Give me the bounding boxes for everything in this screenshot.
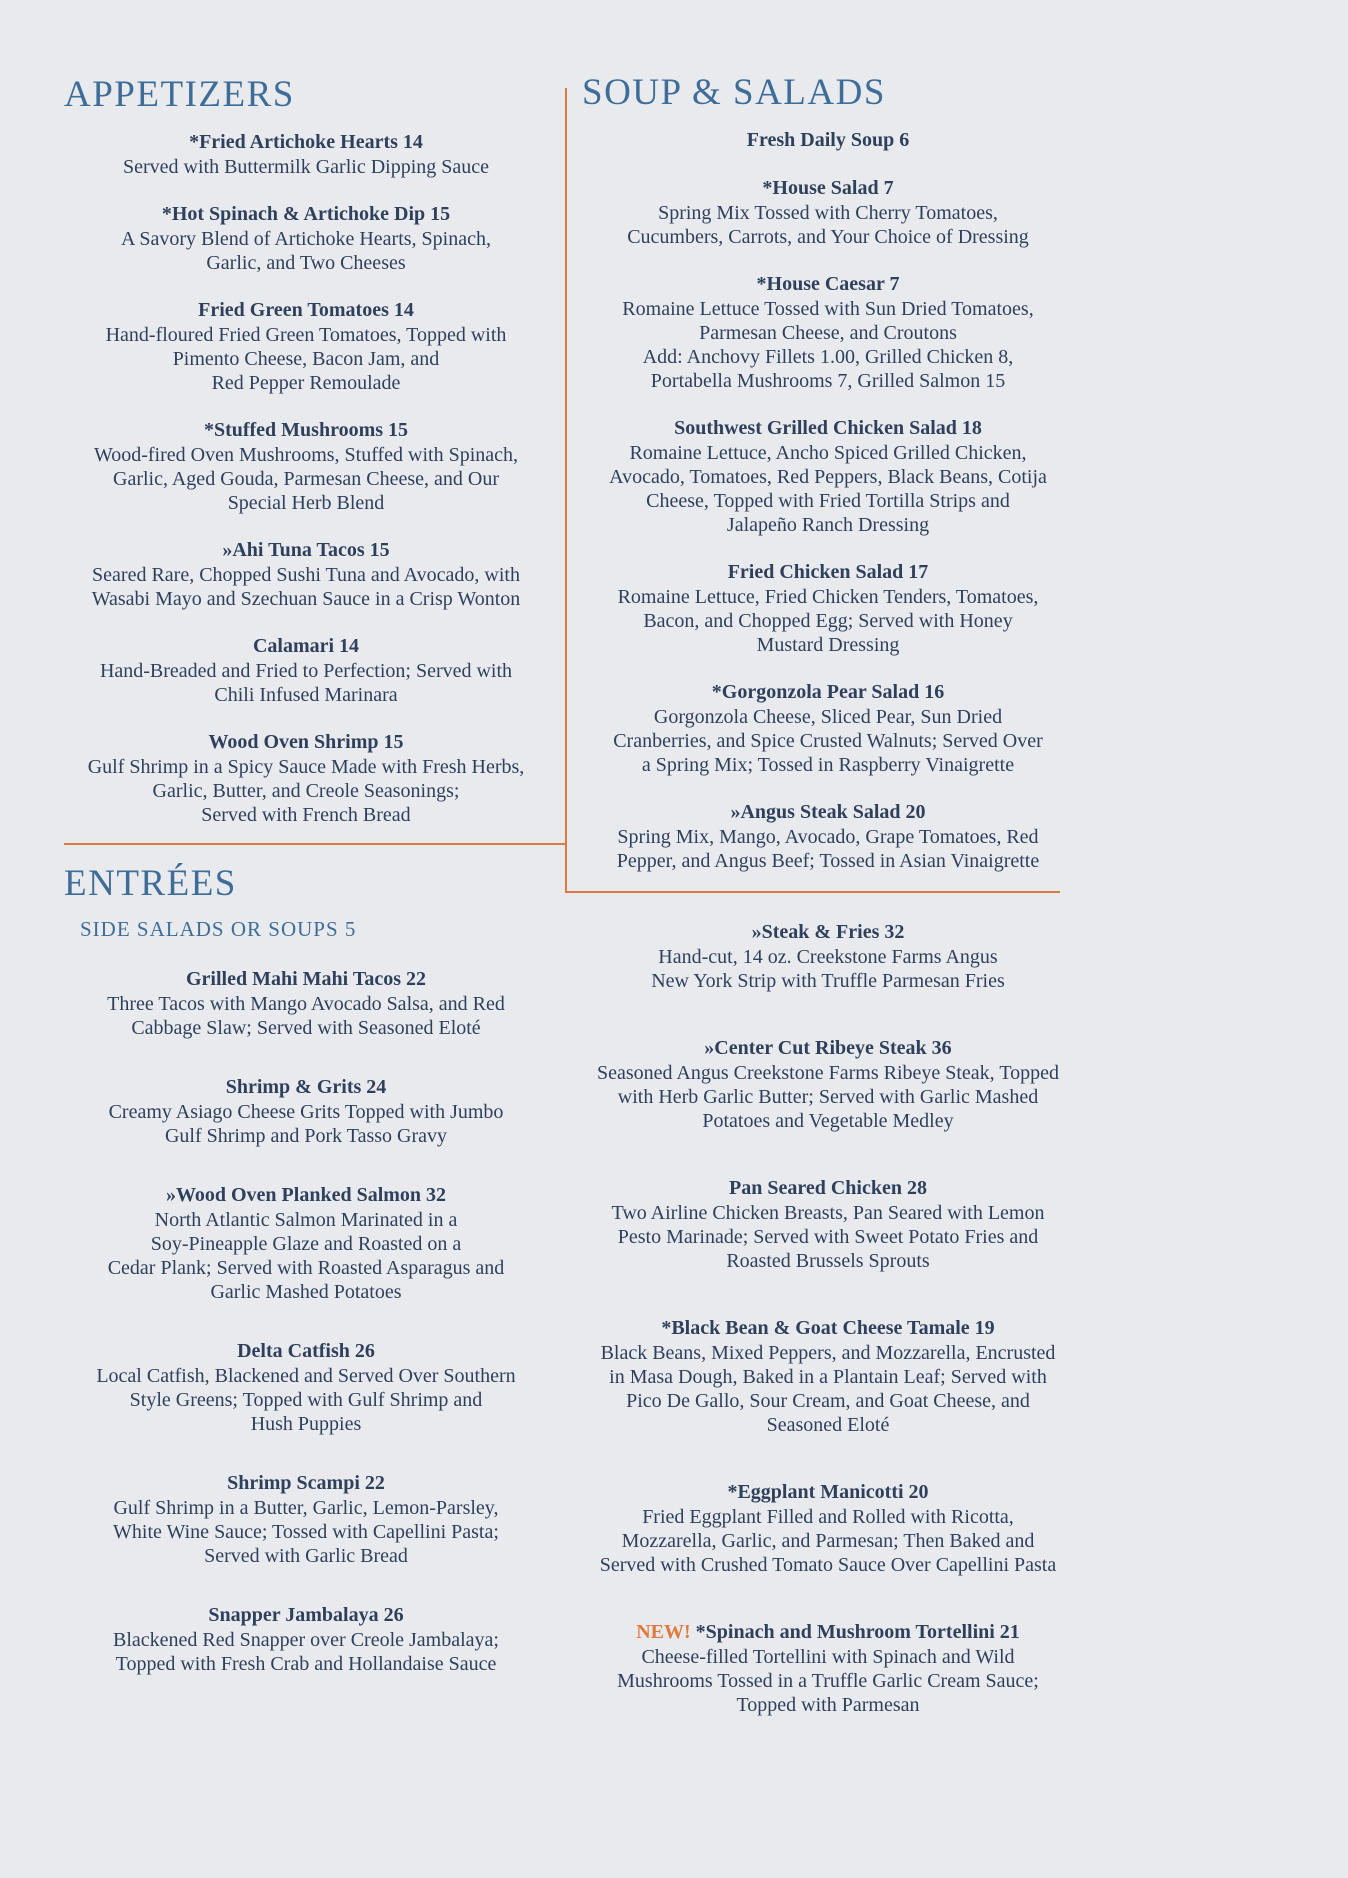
menu-item-desc-line: Special Herb Blend xyxy=(227,491,385,514)
menu-item xyxy=(64,297,548,395)
menu-item-desc-line: Red Pepper Remoulade xyxy=(211,371,401,394)
menu-item-desc-line: Cheese-filled Tortellini with Spinach and Wild xyxy=(641,1645,1015,1668)
soup-salads-items xyxy=(582,127,1074,873)
entrees-subtitle: SIDE SALADS OR SOUPS 5 xyxy=(80,917,357,942)
menu-item-name: »Angus Steak Salad 20 xyxy=(730,800,926,823)
menu-item-name: Calamari 14 xyxy=(252,634,360,657)
entrees-items-left xyxy=(64,966,548,1676)
menu-item-name: *Stuffed Mushrooms 15 xyxy=(203,418,409,441)
menu-item-desc-line: Fried Eggplant Filled and Rolled with Ricotta, xyxy=(642,1505,1014,1528)
menu-item-desc-line: Hand-cut, 14 oz. Creekstone Farms Angus xyxy=(658,945,998,968)
menu-item-desc-line: Pimento Cheese, Bacon Jam, and xyxy=(172,347,440,370)
menu-item xyxy=(64,633,548,707)
menu-item-desc-line: Hand-floured Fried Green Tomatoes, Topped with xyxy=(105,323,507,346)
menu-item-desc-line: Creamy Asiago Cheese Grits Topped with Jumbo xyxy=(108,1101,504,1124)
menu-item-desc-line: Cranberries, and Spice Crusted Walnuts; Served Over xyxy=(613,729,1043,752)
menu-item-desc-line: Romaine Lettuce, Ancho Spiced Grilled Chicken, xyxy=(629,441,1027,464)
menu-item xyxy=(582,127,1074,153)
menu-item-desc-line: Topped with Parmesan xyxy=(736,1693,920,1716)
menu-item-desc-line: Cedar Plank; Served with Roasted Asparagus and xyxy=(107,1257,505,1280)
menu-item-desc-line: Garlic, Aged Gouda, Parmesan Cheese, and Our xyxy=(113,467,499,490)
menu-item-name: *Eggplant Manicotti 20 xyxy=(727,1480,929,1503)
menu-item-name: Shrimp & Grits 24 xyxy=(225,1076,387,1099)
menu-item xyxy=(582,415,1074,537)
menu-item-desc-line: Three Tacos with Mango Avocado Salsa, and Red xyxy=(107,993,505,1016)
menu-item xyxy=(64,966,548,1040)
menu-item-desc-line: Garlic, Butter, and Creole Seasonings; xyxy=(152,779,460,802)
menu-item xyxy=(64,1182,548,1304)
menu-item-desc-line: Wasabi Mayo and Szechuan Sauce in a Crisp Wonton xyxy=(91,587,521,610)
section-entrees-continued xyxy=(582,919,1074,1717)
right-column xyxy=(582,72,1074,1717)
menu-item-name: Wood Oven Shrimp 15 xyxy=(208,730,404,753)
menu-item-name: *Fried Artichoke Hearts 14 xyxy=(189,130,423,153)
menu-item-name: Grilled Mahi Mahi Tacos 22 xyxy=(185,968,427,991)
menu-item xyxy=(64,729,548,827)
menu-item-name: *House Salad 7 xyxy=(762,176,894,199)
menu-item xyxy=(582,271,1074,393)
menu-item xyxy=(582,919,1074,993)
menu-item-desc-line: Parmesan Cheese, and Croutons xyxy=(699,321,957,344)
menu-item-desc-line: Pesto Marinade; Served with Sweet Potato Fries and xyxy=(617,1225,1039,1248)
left-divider-rule xyxy=(64,843,567,845)
menu-item-name: »Steak & Fries 32 xyxy=(751,920,905,943)
menu-item-desc-line: A Savory Blend of Artichoke Hearts, Spinach, xyxy=(121,227,491,250)
menu-item-desc-line: Served with French Bread xyxy=(201,803,411,826)
menu-item-desc-line: Seasoned Angus Creekstone Farms Ribeye Steak, Topped xyxy=(596,1061,1060,1084)
menu-item-desc-line: Garlic, and Two Cheeses xyxy=(206,251,406,274)
menu-item-name: »Center Cut Ribeye Steak 36 xyxy=(704,1036,952,1059)
menu-item-desc-line: Local Catfish, Blackened and Served Over Southern xyxy=(96,1365,516,1388)
menu-item-desc-line: New York Strip with Truffle Parmesan Fries xyxy=(651,969,1005,992)
menu-item xyxy=(64,201,548,275)
menu-item-desc-line: Mushrooms Tossed in a Truffle Garlic Cream Sauce; xyxy=(617,1669,1039,1692)
menu-item xyxy=(582,1175,1074,1273)
menu-item xyxy=(64,1074,548,1148)
menu-item-name: Pan Seared Chicken 28 xyxy=(729,1176,927,1199)
menu-item-desc-line: Pepper, and Angus Beef; Tossed in Asian Vinaigrette xyxy=(616,849,1040,872)
menu-item-desc-line: Seared Rare, Chopped Sushi Tuna and Avocado, with xyxy=(92,563,520,586)
menu-item-name: Southwest Grilled Chicken Salad 18 xyxy=(674,416,982,439)
menu-item-name: Fried Green Tomatoes 14 xyxy=(198,298,414,321)
menu-item-desc-line: Add: Anchovy Fillets 1.00, Grilled Chicken 8, xyxy=(642,345,1014,368)
menu-item xyxy=(582,799,1074,873)
menu-item-desc-line: Gulf Shrimp and Pork Tasso Gravy xyxy=(164,1125,448,1148)
menu-item xyxy=(582,1619,1074,1717)
menu-item-desc-line: Gorgonzola Cheese, Sliced Pear, Sun Dried xyxy=(653,705,1003,728)
menu-item xyxy=(64,1470,548,1568)
menu-item-name: *House Caesar 7 xyxy=(756,272,900,295)
menu-item-desc-line: Cabbage Slaw; Served with Seasoned Eloté xyxy=(131,1017,481,1040)
menu-item-desc-line: Topped with Fresh Crab and Hollandaise Sauce xyxy=(115,1653,497,1676)
menu-item-desc-line: White Wine Sauce; Tossed with Capellini Pasta; xyxy=(113,1521,499,1544)
menu-item-name: Fried Chicken Salad 17 xyxy=(727,560,929,583)
menu-item-name: *Gorgonzola Pear Salad 16 xyxy=(711,680,945,703)
menu-item-name: Delta Catfish 26 xyxy=(237,1340,375,1363)
menu-item-desc-line: North Atlantic Salmon Marinated in a xyxy=(154,1209,458,1232)
menu-item-desc-line: Chili Infused Marinara xyxy=(214,683,398,706)
menu-item-name: Fresh Daily Soup 6 xyxy=(746,128,910,151)
entrees-items-right xyxy=(582,919,1074,1717)
menu-item-desc-line: Bacon, and Chopped Egg; Served with Honey xyxy=(643,609,1013,632)
menu-item-name: Snapper Jambalaya 26 xyxy=(208,1604,404,1627)
menu-item-desc-line: Cucumbers, Carrots, and Your Choice of Dressing xyxy=(627,225,1029,248)
right-divider-rule xyxy=(565,891,1060,893)
menu-item xyxy=(64,1602,548,1676)
menu-item-desc-line: Black Beans, Mixed Peppers, and Mozzarella, Encrusted xyxy=(600,1341,1056,1364)
menu-item-desc-line: Hush Puppies xyxy=(250,1413,362,1436)
menu-item xyxy=(64,537,548,611)
menu-item-desc-line: Romaine Lettuce Tossed with Sun Dried Tomatoes, xyxy=(622,297,1034,320)
menu-item-desc-line: Mozzarella, Garlic, and Parmesan; Then Baked and xyxy=(621,1529,1035,1552)
menu-item-desc-line: Cheese, Topped with Fried Tortilla Strips and xyxy=(646,489,1010,512)
appetizers-title: APPETIZERS xyxy=(64,74,295,115)
column-divider xyxy=(565,88,567,893)
menu-item-desc-line: Jalapeño Ranch Dressing xyxy=(726,513,930,536)
menu-item xyxy=(582,1035,1074,1133)
menu-item-desc-line: Served with Buttermilk Garlic Dipping Sauce xyxy=(122,155,490,178)
menu-item xyxy=(64,417,548,515)
menu-item-desc-line: Hand-Breaded and Fried to Perfection; Served with xyxy=(99,659,513,682)
menu-item-desc-line: Spring Mix, Mango, Avocado, Grape Tomatoes, Red xyxy=(617,825,1039,848)
menu-item-desc-line: Style Greens; Topped with Gulf Shrimp and xyxy=(129,1389,483,1412)
section-appetizers xyxy=(64,74,548,827)
menu-item-desc-line: Wood-fired Oven Mushrooms, Stuffed with Spinach, xyxy=(93,443,519,466)
menu-item-desc-line: Blackened Red Snapper over Creole Jambalaya; xyxy=(113,1629,499,1652)
menu-item-name: *Black Bean & Goat Cheese Tamale 19 xyxy=(661,1316,995,1339)
section-soup-salads xyxy=(582,72,1074,873)
menu-item xyxy=(582,1479,1074,1577)
menu-item-desc-line: Two Airline Chicken Breasts, Pan Seared with Lemon xyxy=(611,1201,1045,1224)
menu-item xyxy=(582,1315,1074,1437)
menu-item xyxy=(64,129,548,179)
menu-item xyxy=(582,679,1074,777)
menu-item-name: »Wood Oven Planked Salmon 32 xyxy=(165,1184,447,1207)
menu-item-desc-line: Served with Garlic Bread xyxy=(204,1545,408,1568)
menu-item-desc-line: Gulf Shrimp in a Spicy Sauce Made with Fresh Herbs, xyxy=(87,755,525,778)
menu-item-name: Shrimp Scampi 22 xyxy=(227,1472,385,1495)
menu-item-desc-line: Gulf Shrimp in a Butter, Garlic, Lemon-Parsley, xyxy=(113,1497,499,1520)
menu-item-desc-line: in Masa Dough, Baked in a Plantain Leaf; Served with xyxy=(609,1365,1047,1388)
menu-item-name: NEW! *Spinach and Mushroom Tortellini 21 xyxy=(636,1620,1020,1643)
menu-item-desc-line: Potatoes and Vegetable Medley xyxy=(702,1109,954,1132)
menu-item-desc-line: Avocado, Tomatoes, Red Peppers, Black Beans, Cotija xyxy=(609,465,1047,488)
menu-item-desc-line: Seasoned Eloté xyxy=(766,1413,890,1436)
soup-salads-title: SOUP & SALADS xyxy=(582,72,886,113)
left-column xyxy=(64,74,548,1676)
menu-item-desc-line: Soy-Pineapple Glaze and Roasted on a xyxy=(150,1233,462,1256)
menu-item-desc-line: Pico De Gallo, Sour Cream, and Goat Cheese, and xyxy=(626,1389,1030,1412)
menu-item-desc-line: Garlic Mashed Potatoes xyxy=(210,1281,402,1304)
appetizers-items xyxy=(64,129,548,827)
menu-item-name: »Ahi Tuna Tacos 15 xyxy=(222,538,390,561)
new-badge: NEW! xyxy=(636,1620,696,1643)
menu-item xyxy=(64,1338,548,1436)
menu-item-desc-line: Romaine Lettuce, Fried Chicken Tenders, Tomatoes, xyxy=(617,585,1039,608)
menu-item-name: *Hot Spinach & Artichoke Dip 15 xyxy=(161,202,451,225)
section-entrees xyxy=(64,863,548,1677)
menu-item-desc-line: Mustard Dressing xyxy=(756,633,900,656)
menu-item-desc-line: Spring Mix Tossed with Cherry Tomatoes, xyxy=(658,201,998,224)
menu-item-desc-line: Roasted Brussels Sprouts xyxy=(726,1249,930,1272)
menu-item-desc-line: with Herb Garlic Butter; Served with Garlic Mashed xyxy=(617,1085,1039,1108)
menu-item-desc-line: a Spring Mix; Tossed in Raspberry Vinaigrette xyxy=(641,753,1015,776)
menu-item-desc-line: Portabella Mushrooms 7, Grilled Salmon 15 xyxy=(650,369,1006,392)
menu-item xyxy=(582,175,1074,249)
menu-item xyxy=(582,559,1074,657)
menu-item-desc-line: Served with Crushed Tomato Sauce Over Capellini Pasta xyxy=(599,1553,1057,1576)
entrees-title: ENTRÉES xyxy=(64,862,237,904)
